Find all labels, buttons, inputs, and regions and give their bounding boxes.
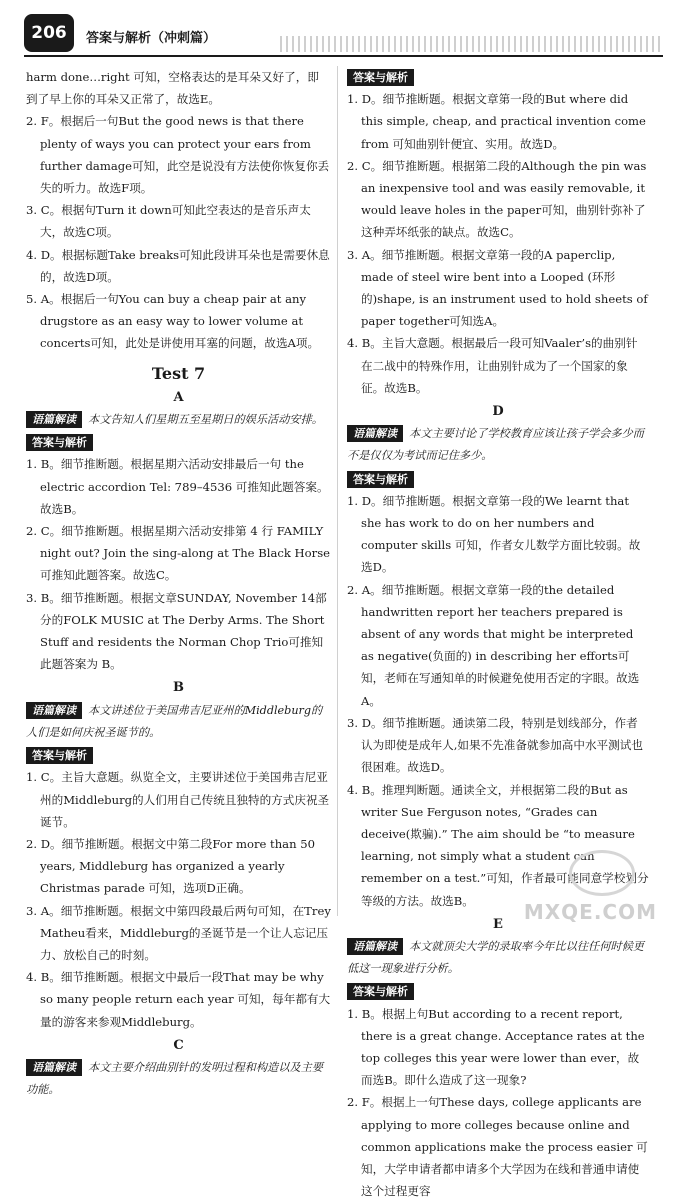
passage-summary (347, 423, 649, 467)
passage-summary (26, 700, 331, 744)
section-title: C (173, 1037, 184, 1053)
answer-item: 1. D。细节推断题。根据文章第一段的But where did this simple, cheap, and practical invention come from 可知曲别针便宜、实用。故选D。 (347, 92, 646, 151)
intro-line: harm done…right 可知，空格表达的是耳朵又好了，即 (26, 70, 319, 84)
passage-summary (26, 1057, 331, 1101)
answer-label: 答案与解析 (347, 983, 414, 1000)
answer-item: 1. C。主旨大意题。纵览全文，主要讲述位于美国弗吉尼亚州的Middleburg的人们用自己传统且独特的方式庆祝圣诞节。 (26, 770, 330, 829)
summary-label: 语篇解读 (26, 411, 82, 428)
answer-item: 3. A。细节推断题。根据文中第四段最后两句可知，在Trey Matheu看来，Middleburg的圣诞节是一个让人忘记压力、放松自己的时刻。 (26, 903, 331, 962)
summary-label: 语篇解读 (347, 425, 403, 442)
answer-label: 答案与解析 (26, 434, 93, 451)
summary-text: 本文主要讨论了学校教育应该让孩子学会多少而不是仅仅为考试而记住多少。 (347, 427, 644, 463)
answer-label: 答案与解析 (26, 747, 93, 764)
answer-item: 4. B。细节推断题。根据文中最后一段That may be why so many people return each year 可知，每年都有大量的游客来参观Middleburg。 (26, 970, 331, 1029)
page-header (0, 0, 675, 58)
section-title: B (173, 680, 184, 696)
answer-item: 2. C。细节推断题。根据星期六活动安排第 4 行 FAMILY night out? Join the sing-along at The Black Horse 可推知此题答案。故选C。 (26, 524, 331, 583)
answer-item: 2. F。根据上一句These days, college applicants are applying to more colleges because online and common applications make the process easier 可知，大学申请者都申请多个大学因为在线和普通申请使这个过程更容 (347, 1095, 648, 1199)
answer-item: 2. D。细节推断题。根据文中第二段For more than 50 years, Middleburg has organized a yearly Christmas parade 可知，选项D正确。 (26, 836, 315, 896)
right-column (347, 66, 649, 1202)
answer-item: 2. F。根据后一句But the good news is that there plenty of ways you can protect your ears from further damage可知，此空是说没有方法使你恢复你丢失的听力。故选F项。 (26, 114, 330, 196)
summary-label: 语篇解读 (26, 702, 82, 719)
summary-text: 本文告知人们星期五至星期日的娱乐活动安排。 (88, 413, 323, 427)
summary-label: 语篇解读 (347, 938, 403, 955)
column-divider (337, 66, 338, 916)
answer-item: 3. D。细节推断题。通读第二段，特别是划线部分，作者认为即使是成年人,如果不先准备就参加高中水平测试也很困难。故选D。 (347, 715, 643, 775)
answer-item: 3. A。细节推断题。根据文章第一段的A paperclip, made of steel wire bent into a Looped (环形的)shape, is an instrument used to hold sheets of paper together可知选A。 (347, 247, 648, 329)
section-title: A (173, 389, 184, 405)
answer-item: 1. D。细节推断题。根据文章第一段的We learnt that she has work to do on her numbers and computer skills 可知，作者女儿数学方面比较弱。故选D。 (347, 493, 641, 575)
intro-line: 到了早上你的耳朵又正常了，故选E。 (26, 92, 220, 107)
answer-item: 1. B。根据上句But according to a recent report, there is a great change. Acceptance rates at the top colleges this year were lower than ever，故而选B。即什么造成了这一现象? (347, 1006, 645, 1088)
summary-text: 本文主要介绍曲别针的发明过程和构造以及主要功能。 (26, 1060, 323, 1097)
summary-text: 本文讲述位于美国弗吉尼亚州的Middleburg的人们是如何庆祝圣诞节的。 (26, 703, 323, 739)
watermark-text: MXQE.COM (523, 900, 657, 924)
answer-label: 答案与解析 (347, 471, 414, 488)
left-column (26, 66, 331, 1101)
summary-label: 语篇解读 (26, 1059, 82, 1076)
answer-item: 3. C。根据句Turn it down可知此空表达的是音乐声太大，故选C项。 (26, 203, 311, 240)
section-title: D (492, 404, 504, 420)
answer-item: 4. B。推理判断题。通读全文，并根据第二段的But as writer Sue Ferguson notes, “Grades can deceive(欺骗).” The aim should be “to measure learning, not simply what a student can remember on a test.”可知，作者最可能同意学校划分等级的方法。故选B。 (347, 782, 649, 908)
header-rule (24, 55, 663, 57)
passage-summary (347, 936, 649, 980)
section-title: E (493, 916, 503, 932)
summary-text: 本文就顶尖大学的录取率今年比以往任何时候更低这一现象进行分析。 (347, 939, 644, 976)
test-title: Test 7 (151, 363, 206, 383)
answer-item: 4. B。主旨大意题。根据最后一段可知Vaaler’s的曲别针在二战中的特殊作用，让曲别针成为了一个国家的象征。故选B。 (347, 336, 638, 395)
answer-label: 答案与解析 (347, 69, 414, 86)
answer-item: 4. D。根据标题Take breaks可知此段讲耳朵也是需要休息的，故选D项。 (26, 247, 330, 284)
header-stripes (280, 36, 660, 52)
answer-item: 1. B。细节推断题。根据星期六活动安排最后一句 the electric accordion Tel: 789–4536 可推知此题答案。故选B。 (26, 457, 329, 516)
passage-summary (26, 409, 331, 431)
answer-item: 2. C。细节推断题。根据第二段的Although the pin was an inexpensive tool and was easily removable, it would leave holes in the paper可知，曲别针弥补了这种弄坏纸张的缺点。故选C。 (347, 158, 647, 240)
header-title: 答案与解析（冲刺篇） (86, 31, 217, 46)
answer-item: 3. B。细节推断题。根据文章SUNDAY, November 14部分的FOLK MUSIC at The Derby Arms. The Short Stuff and residents the Norman Chop Trio可推知此题答案为 B。 (26, 590, 327, 672)
answer-item: 5. A。根据后一句You can buy a cheap pair at any drugstore as an easy way to lower volume at concerts可知，此处是讲使用耳塞的问题，故选A项。 (26, 292, 320, 351)
watermark-logo (569, 850, 635, 896)
answer-item: 2. A。细节推断题。根据文章第一段的the detailed handwritten report her teachers prepared is absent of any words that might be interpreted as negative(负面的) in describing her efforts可知，老师在写通知单的时候避免使用否定的字眼。故选A。 (347, 582, 640, 708)
page-number: 206 (24, 14, 74, 52)
